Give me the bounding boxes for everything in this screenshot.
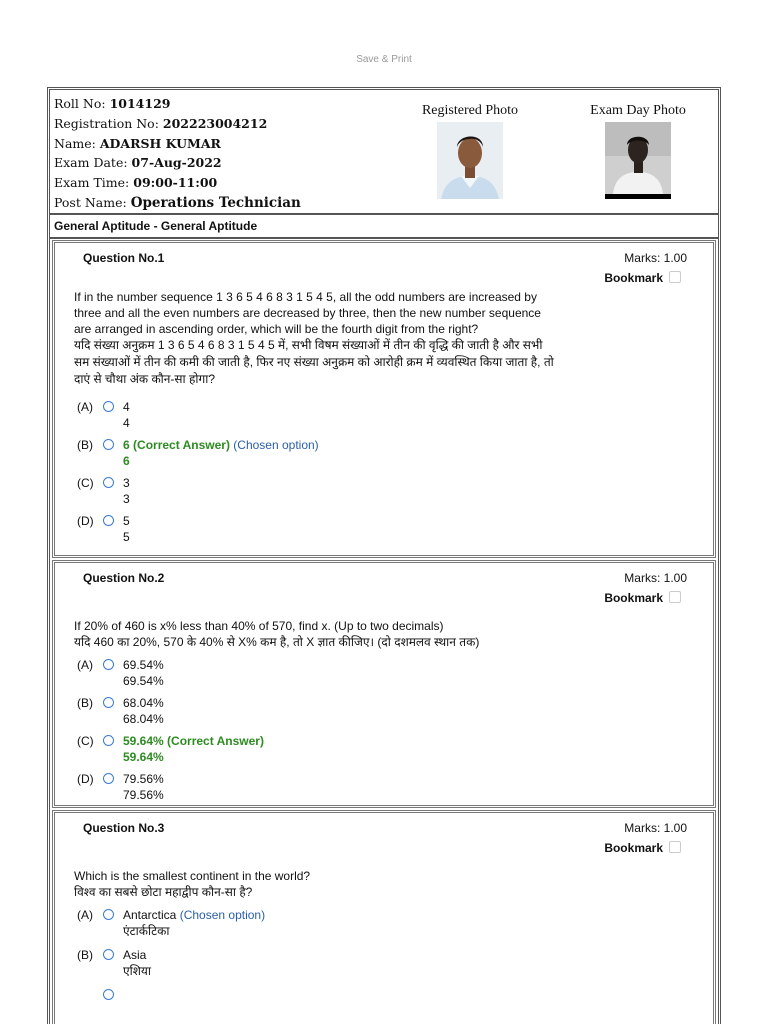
option-radio[interactable] [103, 401, 114, 412]
name-value: ADARSH KUMAR [99, 135, 221, 151]
exam-date-row: Exam Date: 07-Aug-2022 [54, 155, 222, 171]
section-title: General Aptitude - General Aptitude [50, 215, 718, 239]
registration-row: Registration No: 202223004212 [54, 115, 268, 131]
option-radio[interactable] [103, 949, 114, 960]
option-radio[interactable] [103, 909, 114, 920]
registration-value: 202223004212 [162, 115, 268, 131]
correct-answer-tag: (Correct Answer) [133, 438, 230, 452]
option-radio[interactable] [103, 439, 114, 450]
candidate-header [50, 90, 718, 215]
registered-photo [437, 122, 503, 199]
response-sheet [47, 87, 721, 1024]
registered-photo-box [410, 103, 530, 199]
chosen-option-tag: (Chosen option) [179, 908, 266, 922]
question-text: Which is the smallest continent in the world? विश्व का सबसे छोटा महाद्वीप कौन-सा है? [74, 869, 311, 899]
question-marks: Marks: 1.00 [624, 821, 687, 835]
bookmark-checkbox[interactable] [669, 591, 681, 603]
exam-time-value: 09:00-11:00 [133, 175, 218, 191]
correct-answer-tag: (Correct Answer) [167, 734, 264, 748]
roll-no-row: Roll No: 1014129 [54, 96, 171, 111]
option-radio[interactable] [103, 477, 114, 488]
bookmark-checkbox[interactable] [669, 841, 681, 853]
option-radio[interactable] [103, 515, 114, 526]
option-radio[interactable] [103, 697, 114, 708]
option-radio[interactable] [103, 659, 114, 670]
post-name-value: Operations Technician [130, 194, 301, 211]
exam-day-photo [605, 122, 671, 199]
question-number: Question No.1 [83, 251, 165, 265]
exam-time-row: Exam Time: 09:00-11:00 [54, 175, 218, 191]
bookmark-toggle[interactable]: Bookmark [604, 841, 681, 855]
roll-no-value: 1014129 [109, 96, 171, 111]
bookmark-toggle[interactable]: Bookmark [604, 591, 681, 605]
question-marks: Marks: 1.00 [624, 571, 687, 585]
exam-day-photo-box [578, 103, 698, 199]
question-text: If 20% of 460 is x% less than 40% of 570, find x. (Up to two decimals) यदि 460 का 20%, 570 के 40% से X% कम है, तो X ज्ञात कीजिए। (दो दशमलव स्थान तक) [74, 619, 480, 649]
exam-day-photo-label: Exam Day Photo [590, 103, 686, 118]
registered-photo-label: Registered Photo [421, 103, 519, 118]
option-radio[interactable] [103, 735, 114, 746]
bookmark-checkbox[interactable] [669, 271, 681, 283]
save-print-link[interactable]: Save & Print [356, 54, 412, 65]
post-name-row: Post Name: Operations Technician [54, 194, 301, 211]
name-row: Name: ADARSH KUMAR [54, 135, 221, 151]
candidate-info [54, 94, 301, 214]
question-card: Question No.1 Marks: 1.00 Bookmark If in the number sequence 1 3 6 5 4 6 8 3 1 5 4 5, all the odd numbers are increased by three and all the even numbers are decreased by three, then the new number sequence are arranged in ascending order, which will be the fourth digit from the right? यदि संख्या अनुक्रम 1 3 6 5 4 6 8 3 1 5 4 5 में, सभी विषम संख्याओं में तीन की वृद्धि की जाती है और सभी सम संख्याओं में तीन की कमी की जाती है, फिर नए संख्या अनुक्रम को आरोही क्रम में व्यवस्थित किया जाता है, तो दाएं से चौथा अंक कौन-सा होगा? (A) 4 4 (B) 6 (Correct Answer) (Chosen option) 6 (C) 3 3 (D) 5 5 [52, 240, 716, 558]
option-radio[interactable] [103, 773, 114, 784]
question-marks: Marks: 1.00 [624, 251, 687, 265]
option-radio[interactable] [103, 989, 114, 1000]
question-card: Question No.3 Marks: 1.00 Bookmark Which is the smallest continent in the world? विश्व का सबसे छोटा महाद्वीप कौन-सा है? (A) Antarctica (Chosen option) एंटार्कटिका (B) Asia एशिया [52, 810, 716, 1024]
exam-date-value: 07-Aug-2022 [131, 155, 222, 171]
question-text: If in the number sequence 1 3 6 5 4 6 8 3 1 5 4 5, all the odd numbers are increased by three and all the even numbers are decreased by three, then the new number sequence are arranged in ascending order, which will be the fourth digit from the right? यदि संख्या अनुक्रम 1 3 6 5 4 6 8 3 1 5 4 5 में, सभी विषम संख्याओं में तीन की वृद्धि की जाती है और सभी सम संख्याओं में तीन की कमी की जाती है, फिर नए संख्या अनुक्रम को आरोही क्रम में व्यवस्थित किया जाता है, तो दाएं से चौथा अंक कौन-सा होगा? [74, 290, 554, 386]
question-card: Question No.2 Marks: 1.00 Bookmark If 20% of 460 is x% less than 40% of 570, find x. (Up to two decimals) यदि 460 का 20%, 570 के 40% से X% कम है, तो X ज्ञात कीजिए। (दो दशमलव स्थान तक) (A) 69.54% 69.54% (B) 68.04% 68.04% (C) 59.64% (Correct Answer) 59.64% (D) 79.56% 79.56% [52, 560, 716, 808]
bookmark-toggle[interactable]: Bookmark [604, 271, 681, 285]
chosen-option-tag: (Chosen option) [233, 438, 319, 452]
question-number: Question No.3 [83, 821, 165, 835]
question-number: Question No.2 [83, 571, 165, 585]
